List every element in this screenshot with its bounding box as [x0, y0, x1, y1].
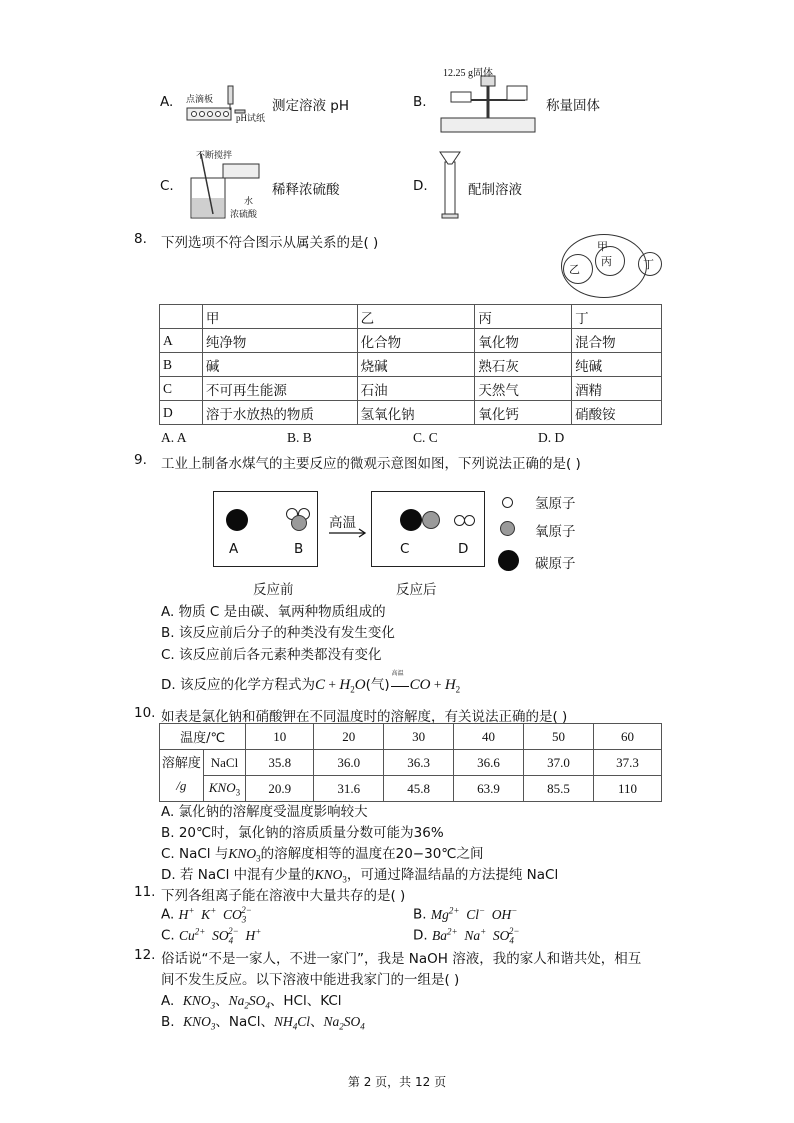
table-cell: 乙 — [357, 305, 475, 329]
legend-o-icon — [500, 521, 515, 536]
table-cell: 20.9 — [246, 776, 314, 802]
q8-number: 8. — [134, 231, 147, 247]
q10-stem: 如表是氯化钠和硝酸钾在不同温度时的溶解度，有关说法正确的是( ) — [161, 709, 568, 725]
table-cell — [160, 305, 203, 329]
before-label: 反应前 — [253, 582, 294, 598]
table-cell: 30 — [384, 724, 454, 750]
q10-option-c: C. NaCl 与$KNO_3$的溶解度相等的温度在20−30℃之间 — [161, 846, 484, 864]
table-cell: 37.0 — [524, 750, 594, 776]
page-footer: 第 2 页，共 12 页 — [347, 1075, 447, 1089]
label-b: B — [294, 541, 304, 557]
table-cell: 36.0 — [314, 750, 384, 776]
q9-option-a: A. 物质 C 是由碳、氧两种物质组成的 — [161, 604, 386, 620]
q11-option-a: A. H+ K+ $CO_3^{2-}$ — [161, 905, 252, 925]
q8-table — [159, 304, 662, 425]
solid-label: 12.25 g固体 — [443, 68, 493, 79]
ph-paper-label: pH试纸 — [236, 113, 265, 123]
table-row — [160, 750, 662, 776]
q8-option-d: D. D — [538, 430, 565, 445]
table-cell: 烧碱 — [357, 353, 475, 377]
table-cell: 60 — [593, 724, 661, 750]
table-header-row — [160, 724, 662, 750]
table-cell: 37.3 — [593, 750, 661, 776]
table-cell: 85.5 — [524, 776, 594, 802]
h-atom-d — [464, 515, 475, 526]
temp-header: 温度/℃ — [160, 724, 246, 750]
venn-yi: 乙 — [569, 263, 580, 276]
q12-option-a: A. $KNO_3$、$Na_2SO_4$、HCl、KCl — [161, 993, 342, 1011]
label-c: C — [400, 541, 410, 557]
after-label: 反应后 — [396, 582, 437, 598]
solubility-table — [159, 723, 662, 802]
q9-option-d-prefix: D. 该反应的化学方程式为 — [161, 677, 315, 693]
q7-option-b-letter: B. — [413, 94, 427, 110]
table-cell: NaCl — [203, 750, 246, 776]
table-row — [160, 377, 662, 401]
q12-stem-line1: 俗话说“不是一家人，不进一家门”，我是 NaOH 溶液，我的家人和谐共处，相互 — [161, 951, 642, 967]
q11-stem: 下列各组离子能在溶液中大量共存的是( ) — [161, 888, 406, 904]
table-cell: 丁 — [572, 305, 662, 329]
q7-option-a-text: 测定溶液 pH — [272, 98, 350, 114]
q10-option-a: A. 氯化钠的溶解度受温度影响较大 — [161, 804, 368, 820]
q12-number: 12. — [134, 947, 156, 963]
table-cell: 纯碱 — [572, 353, 662, 377]
table-cell: 40 — [454, 724, 524, 750]
table-row — [160, 353, 662, 377]
table-header-row — [160, 305, 662, 329]
table-cell: B — [160, 353, 203, 377]
table-cell: 化合物 — [357, 329, 475, 353]
label-d: D — [458, 541, 469, 557]
venn-bing: 丙 — [601, 255, 612, 268]
label-a: A — [229, 541, 239, 557]
table-cell: 石油 — [357, 377, 475, 401]
cylinder-illustration — [438, 150, 462, 220]
table-cell: D — [160, 401, 203, 425]
table-cell: 硝酸铵 — [572, 401, 662, 425]
q9-stem: 工业上制备水煤气的主要反应的微观示意图如图，下列说法正确的是( ) — [161, 456, 581, 472]
q11-option-c: C. $Cu^{2+}$ $SO_4^{2-}$ H+ — [161, 926, 262, 946]
legend-o: 氧原子 — [535, 524, 576, 540]
q12-option-b: B. $KNO_3$、NaCl、$NH_4Cl$、$Na_2SO_4$ — [161, 1014, 365, 1032]
table-cell: 酒精 — [572, 377, 662, 401]
table-row — [160, 776, 662, 802]
venn-ding: 丁 — [643, 258, 654, 271]
table-cell: 50 — [524, 724, 594, 750]
table-cell: 混合物 — [572, 329, 662, 353]
q7-option-c-letter: C. — [160, 178, 174, 194]
table-cell: 110 — [593, 776, 661, 802]
q8-option-c: C. C — [413, 430, 438, 445]
table-row — [160, 401, 662, 425]
q7-option-a-letter: A. — [160, 94, 174, 110]
q7-option-c-text: 稀释浓硫酸 — [272, 182, 340, 198]
venn-jia: 甲 — [597, 240, 608, 253]
table-cell: 35.8 — [246, 750, 314, 776]
q8-option-b: B. B — [287, 430, 312, 445]
water-label: 水 — [244, 196, 254, 206]
q11-option-d: D. $Ba^{2+}$ Na+ $SO_4^{2-}$ — [413, 926, 520, 946]
table-cell: 氧化物 — [475, 329, 572, 353]
table-cell: 45.8 — [384, 776, 454, 802]
table-cell: 丙 — [475, 305, 572, 329]
table-cell: 氢氧化钠 — [357, 401, 475, 425]
table-cell: 10 — [246, 724, 314, 750]
q12-stem-line2: 间不发生反应。以下溶液中能进我家门的一组是( ) — [161, 972, 460, 988]
reaction-condition: 高温 — [390, 678, 410, 692]
q10-option-d: D. 若 NaCl 中混有少量的$KNO_3$，可通过降温结晶的方法提纯 NaCl — [161, 867, 559, 885]
legend-c-icon — [498, 550, 519, 571]
o-atom-c — [422, 511, 440, 529]
table-cell: 碱 — [202, 353, 357, 377]
carbon-atom-a — [226, 509, 248, 531]
q8-stem: 下列选项不符合图示从属关系的是( ) — [161, 235, 379, 251]
table-cell: $KNO_3$ — [203, 776, 246, 802]
q7-option-b-text: 称量固体 — [546, 98, 600, 114]
table-cell: 20 — [314, 724, 384, 750]
table-cell: C — [160, 377, 203, 401]
table-cell: 甲 — [202, 305, 357, 329]
plate-label: 点滴板 — [186, 94, 214, 104]
table-cell: 63.9 — [454, 776, 524, 802]
legend-h-icon — [502, 497, 513, 508]
table-cell: 纯净物 — [202, 329, 357, 353]
table-cell: 溶于水放热的物质 — [202, 401, 357, 425]
q9-option-b: B. 该反应前后分子的种类没有发生变化 — [161, 625, 395, 641]
o-atom — [291, 515, 307, 531]
table-cell: 天然气 — [475, 377, 572, 401]
table-row — [160, 329, 662, 353]
q9-option-d: D. 该反应的化学方程式为$C + H_2O$(气) 高温 CO + $H_2$ — [161, 670, 461, 695]
table-cell: 不可再生能源 — [202, 377, 357, 401]
q11-number: 11. — [134, 884, 156, 900]
legend-c: 碳原子 — [535, 556, 576, 572]
solubility-label: 溶解度 /g — [160, 750, 204, 802]
table-cell: 熟石灰 — [475, 353, 572, 377]
table-cell: 36.6 — [454, 750, 524, 776]
q9-option-c: C. 该反应前后各元素种类都没有变化 — [161, 647, 382, 663]
q11-option-b: B. $Mg^{2+}$ Cl− OH− — [413, 905, 518, 923]
carbon-atom-c — [400, 509, 422, 531]
q7-option-d-letter: D. — [413, 178, 428, 194]
condition-label: 高温 — [329, 515, 356, 531]
acid-label: 浓硫酸 — [230, 209, 258, 219]
stir-label: 不断搅拌 — [196, 150, 233, 160]
q10-number: 10. — [134, 705, 156, 721]
q7-option-d-text: 配制溶液 — [468, 182, 522, 198]
table-cell: 氧化钙 — [475, 401, 572, 425]
table-cell: 31.6 — [314, 776, 384, 802]
legend-h: 氢原子 — [535, 496, 576, 512]
table-cell: 36.3 — [384, 750, 454, 776]
q10-option-b: B. 20℃时，氯化钠的溶质质量分数可能为36% — [161, 825, 444, 841]
arrow-right-icon — [328, 528, 368, 538]
table-cell: A — [160, 329, 203, 353]
q9-number: 9. — [134, 452, 147, 468]
q8-option-a: A. A — [161, 430, 187, 445]
